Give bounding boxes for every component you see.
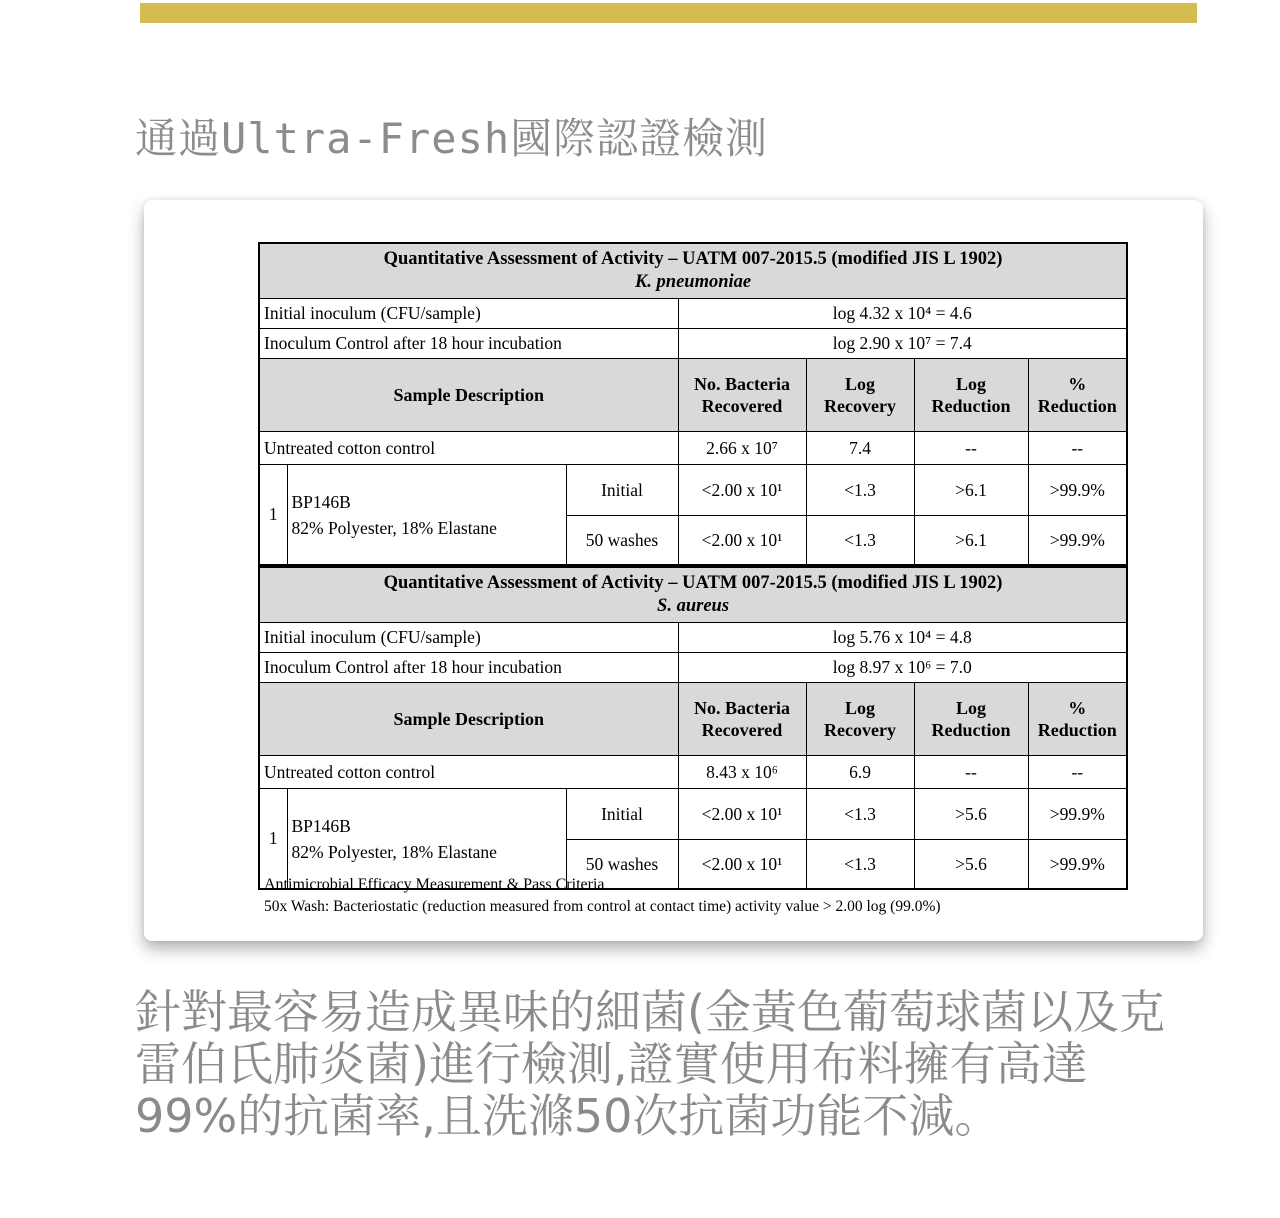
column-header-bacteria-recovered: No. Bacteria Recovered [678, 359, 806, 432]
column-header-log-recovery: Log Recovery [806, 359, 914, 432]
table-title-row [259, 243, 1127, 299]
sample-composition: 82% Polyester, 18% Elastane [291, 517, 497, 538]
result-bacteria-value: <2.00 x 10¹ [678, 789, 806, 840]
sample-description-cell [287, 465, 566, 566]
result-log-recovery-value: <1.3 [806, 465, 914, 516]
info-value: log 5.76 x 10⁴ = 4.8 [678, 623, 1127, 653]
column-header-bacteria-recovered: No. Bacteria Recovered [678, 683, 806, 756]
info-value: log 2.90 x 10⁷ = 7.4 [678, 329, 1127, 359]
column-header-log-reduction: Log Reduction [914, 683, 1028, 756]
column-header-sample-description: Sample Description [259, 683, 678, 756]
page-title: 通過Ultra-Fresh國際認證檢測 [135, 114, 769, 163]
info-value: log 4.32 x 10⁴ = 4.6 [678, 299, 1127, 329]
description-line-3: 99%的抗菌率,且洗滌50次抗菌功能不減。 [135, 1089, 1001, 1143]
info-label: Inoculum Control after 18 hour incubation [259, 329, 678, 359]
info-label: Inoculum Control after 18 hour incubation [259, 653, 678, 683]
result-bacteria-value: <2.00 x 10¹ [678, 840, 806, 890]
table-title: Quantitative Assessment of Activity – UATM 007-2015.5 (modified JIS L 1902) [383, 249, 1003, 269]
column-header-pct-reduction: % Reduction [1028, 683, 1127, 756]
info-row [259, 329, 1127, 359]
result-log-reduction-value: >5.6 [914, 840, 1028, 890]
control-label: Untreated cotton control [259, 432, 678, 465]
footnote-criteria: 50x Wash: Bacteriostatic (reduction measured from control at contact time) activity value > 2.00 log (99.0%) [264, 898, 941, 915]
control-log-reduction-value: -- [914, 432, 1028, 465]
assessment-table-s-aureus [258, 566, 1128, 890]
result-pct-reduction-value: >99.9% [1028, 516, 1127, 566]
organism-name: S. aureus [657, 596, 730, 616]
control-bacteria-value: 2.66 x 10⁷ [678, 432, 806, 465]
column-header-sample-description: Sample Description [259, 359, 678, 432]
report-card [144, 200, 1203, 941]
result-log-recovery-value: <1.3 [806, 789, 914, 840]
control-log-recovery-value: 7.4 [806, 432, 914, 465]
top-accent-bar [140, 3, 1197, 23]
table-title: Quantitative Assessment of Activity – UATM 007-2015.5 (modified JIS L 1902) [383, 573, 1003, 593]
sample-row-initial [259, 465, 1127, 516]
result-log-recovery-value: <1.3 [806, 516, 914, 566]
description-paragraph [135, 986, 1165, 1142]
control-row [259, 432, 1127, 465]
sample-description-cell [287, 789, 566, 890]
info-label: Initial inoculum (CFU/sample) [259, 623, 678, 653]
sample-composition: 82% Polyester, 18% Elastane [291, 841, 497, 862]
description-line-2: 雷伯氏肺炎菌)進行檢測,證實使用布料擁有高達 [135, 1037, 1088, 1091]
result-log-recovery-value: <1.3 [806, 840, 914, 890]
info-row [259, 299, 1127, 329]
control-bacteria-value: 8.43 x 10⁶ [678, 756, 806, 789]
control-label: Untreated cotton control [259, 756, 678, 789]
sample-name: BP146B [291, 491, 351, 512]
sample-index: 1 [259, 789, 287, 890]
stage-label: 50 washes [566, 516, 678, 566]
control-row [259, 756, 1127, 789]
result-log-reduction-value: >5.6 [914, 789, 1028, 840]
column-header-row [259, 683, 1127, 756]
footnote-title: Antimicrobial Efficacy Measurement & Pass Criteria [264, 876, 605, 893]
footnote [264, 876, 941, 916]
control-pct-reduction-value: -- [1028, 432, 1127, 465]
column-header-pct-reduction: % Reduction [1028, 359, 1127, 432]
result-pct-reduction-value: >99.9% [1028, 465, 1127, 516]
control-log-recovery-value: 6.9 [806, 756, 914, 789]
result-log-reduction-value: >6.1 [914, 465, 1028, 516]
table-title-cell [259, 567, 1127, 623]
result-pct-reduction-value: >99.9% [1028, 840, 1127, 890]
control-log-reduction-value: -- [914, 756, 1028, 789]
info-label: Initial inoculum (CFU/sample) [259, 299, 678, 329]
info-value: log 8.97 x 10⁶ = 7.0 [678, 653, 1127, 683]
stage-label: 50 washes [566, 840, 678, 890]
info-row [259, 653, 1127, 683]
table-title-cell [259, 243, 1127, 299]
organism-name: K. pneumoniae [634, 272, 752, 292]
result-bacteria-value: <2.00 x 10¹ [678, 465, 806, 516]
result-bacteria-value: <2.00 x 10¹ [678, 516, 806, 566]
table-title-row [259, 567, 1127, 623]
description-line-1: 針對最容易造成異味的細菌(金黃色葡萄球菌以及克 [135, 985, 1165, 1039]
sample-row-initial [259, 789, 1127, 840]
result-pct-reduction-value: >99.9% [1028, 789, 1127, 840]
column-header-log-recovery: Log Recovery [806, 683, 914, 756]
sample-index: 1 [259, 465, 287, 566]
column-header-row [259, 359, 1127, 432]
control-pct-reduction-value: -- [1028, 756, 1127, 789]
column-header-log-reduction: Log Reduction [914, 359, 1028, 432]
sample-name: BP146B [291, 815, 351, 836]
assessment-table-k-pneumoniae [258, 242, 1128, 566]
stage-label: Initial [566, 789, 678, 840]
result-log-reduction-value: >6.1 [914, 516, 1028, 566]
info-row [259, 623, 1127, 653]
stage-label: Initial [566, 465, 678, 516]
